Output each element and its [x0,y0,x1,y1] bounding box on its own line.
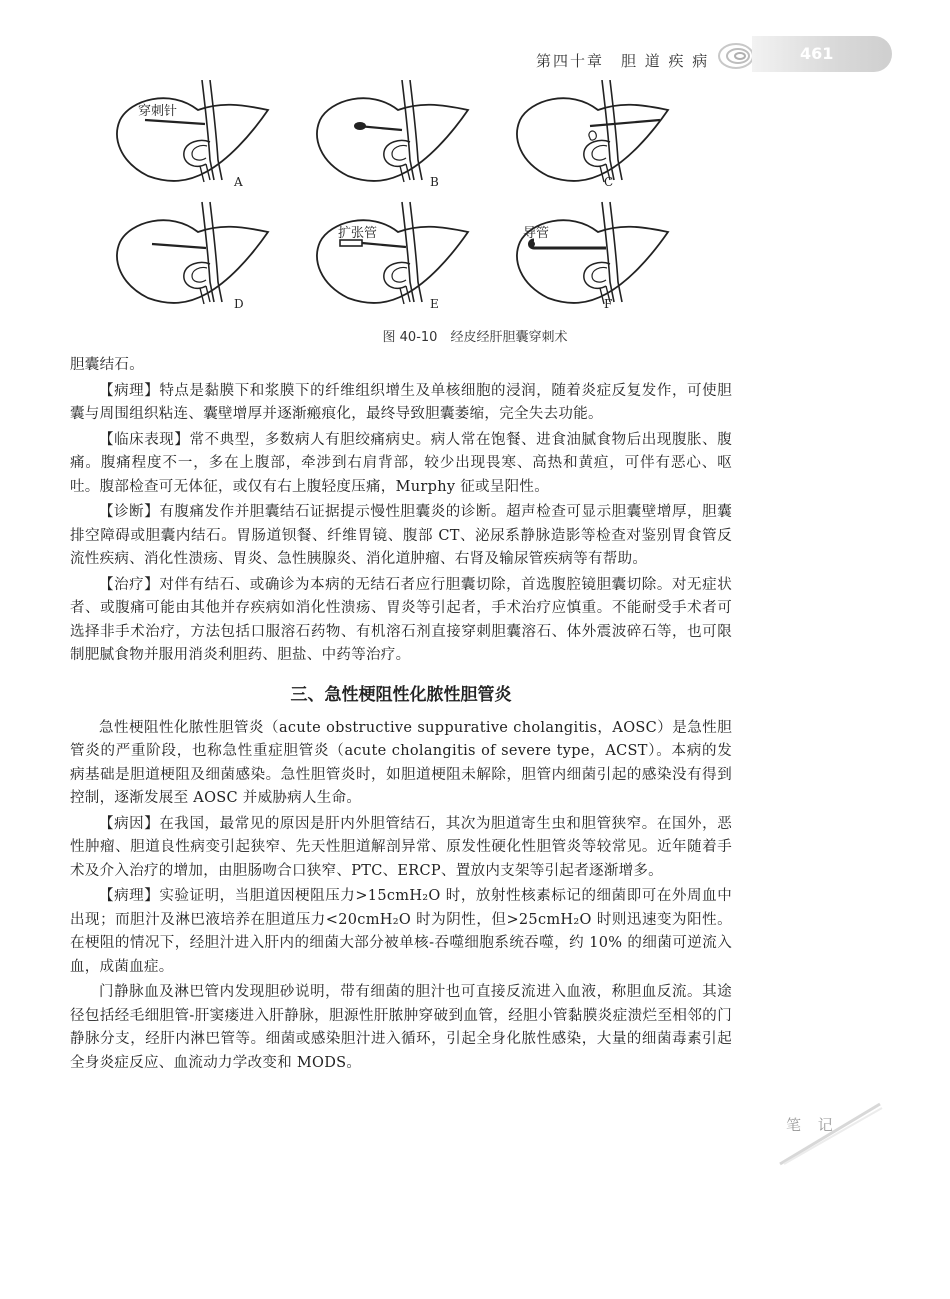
panel-label-c: C [604,175,614,189]
paragraph-reflux: 门静脉血及淋巴管内发现胆砂说明，带有细菌的胆汁也可直接反流进入血液，称胆血反流。其途径包括经毛细胆管-肝窦瘘进入肝静脉，胆源性肝脓肿穿破到血管，经胆小管黏膜炎症溃烂至相邻的门静脉分支，经肝内淋巴管等。细菌或感染胆汁进入循环，引起全身化脓性感染，大量的细菌毒素引起全身炎症反应、血流动力学改变和 MODS。 [70,984,732,1071]
panel-f [517,202,668,304]
label-dilator: 扩张管 [338,226,378,241]
page-number: 461 [800,44,834,63]
paragraph-treatment: 【治疗】对伴有结石、或确诊为本病的无结石者应行胆囊切除，首选腹腔镜胆囊切除。对无症状者、或腹痛可能由其他并存疾病如消化性溃疡、胃炎等引起者，手术治疗应慎重。不能耐受手术者可选择非手术治疗，方法包括口服溶石药物、有机溶石剂直接穿刺胆囊溶石、体外震波碎石等，也可限制肥腻食物并服用消炎利胆药、胆盐、中药等治疗。 [70,576,732,663]
figure-percutaneous-puncture [110,80,710,315]
panel-a [117,80,268,182]
panel-b [317,80,468,182]
decorative-swirl-icon [716,38,756,74]
paragraph-pathology-2: 【病理】实验证明，当胆道因梗阻压力>15cmH₂O 时，放射性核素标记的细菌即可在外周血中出现；而胆汁及淋巴液培养在胆道压力<20cmH₂O 时为阴性，但>25cmH₂O 时则迅速变为阳性。在梗阻的情况下，经胆汁进入肝内的细菌大部分被单核-吞噬细胞系统吞噬，约 10% 的细菌可逆流入血，成菌血症。 [70,888,732,975]
paragraph-etiology: 【病因】在我国，最常见的原因是肝内外胆管结石，其次为胆道寄生虫和胆管狭窄。在国外，恶性肿瘤、胆道良性病变引起狭窄、先天性胆道解剖异常、原发性硬化性胆管炎等较常见。近年随着手术及介入治疗的增加，由胆肠吻合口狭窄、PTC、ERCP、置放内支架等引起者逐渐增多。 [70,815,732,879]
panel-label-f: F [604,297,613,311]
panel-label-e: E [430,297,439,311]
paragraph-aosc-intro: 急性梗阻性化脓性胆管炎（acute obstructive suppurative cholangitis，AOSC）是急性胆管炎的严重阶段，也称急性重症胆管炎（acute cholangitis of severe type，ACST）。本病的发病基础是胆道梗阻及细菌感染。急性胆管炎时，如胆道梗阻未解除，胆管内细菌引起的感染没有得到控制，逐渐发展至 AOSC 并威胁病人生命。 [70,719,732,806]
panel-label-a: A [234,175,243,189]
tag-clinical: 【临床表现】 [99,431,190,448]
tag-treatment: 【治疗】 [99,576,160,593]
panel-d [117,202,268,304]
tag-etiology: 【病因】 [99,815,160,832]
panel-label-b: B [430,175,439,189]
label-puncture-needle: 穿刺针 [138,104,178,119]
paragraph-clinical: 【临床表现】常不典型，多数病人有胆绞痛病史。病人常在饱餐、进食油腻食物后出现腹胀、腹痛。腹痛程度不一，多在上腹部，牵涉到右肩背部，较少出现畏寒、高热和黄疸，可伴有恶心、呕吐。腹部检查可无体征，或仅有右上腹轻度压痛，Murphy 征或呈阳性。 [70,431,732,495]
tag-diagnosis: 【诊断】 [99,504,160,520]
section-heading: 三、急性梗阻性化脓性胆管炎 [290,684,512,705]
margin-notes-label: 笔 记 [786,1116,839,1134]
tag-pathology-2: 【病理】 [99,888,160,904]
paragraph-diagnosis: 【诊断】有腹痛发作并胆囊结石证据提示慢性胆囊炎的诊断。超声检查可显示胆囊壁增厚，胆囊排空障碍或胆囊内结石。胃肠道钡餐、纤维胃镜、腹部 CT、泌尿系静脉造影等检查对鉴别胃食管反流性疾病、消化性溃疡、胃炎、急性胰腺炎、消化道肿瘤、右肾及输尿管疾病等有帮助。 [70,504,732,567]
panel-c [517,80,668,182]
paragraph-pathology: 【病理】特点是黏膜下和浆膜下的纤维组织增生及单核细胞的浸润，随着炎症反复发作，可使胆囊与周围组织粘连、囊壁增厚并逐渐瘢痕化，最终导致胆囊萎缩，完全失去功能。 [70,382,732,422]
paragraph-0: 胆囊结石。 [70,357,144,373]
body-text [70,354,732,1077]
chapter-title: 第四十章 胆 道 疾 病 [536,52,710,70]
panel-e [317,202,468,304]
figure-caption: 图 40-10 经皮经肝胆囊穿刺术 [382,330,568,345]
label-catheter: 导管 [523,226,550,241]
tag-pathology: 【病理】 [99,382,160,399]
panel-label-d: D [234,297,244,311]
